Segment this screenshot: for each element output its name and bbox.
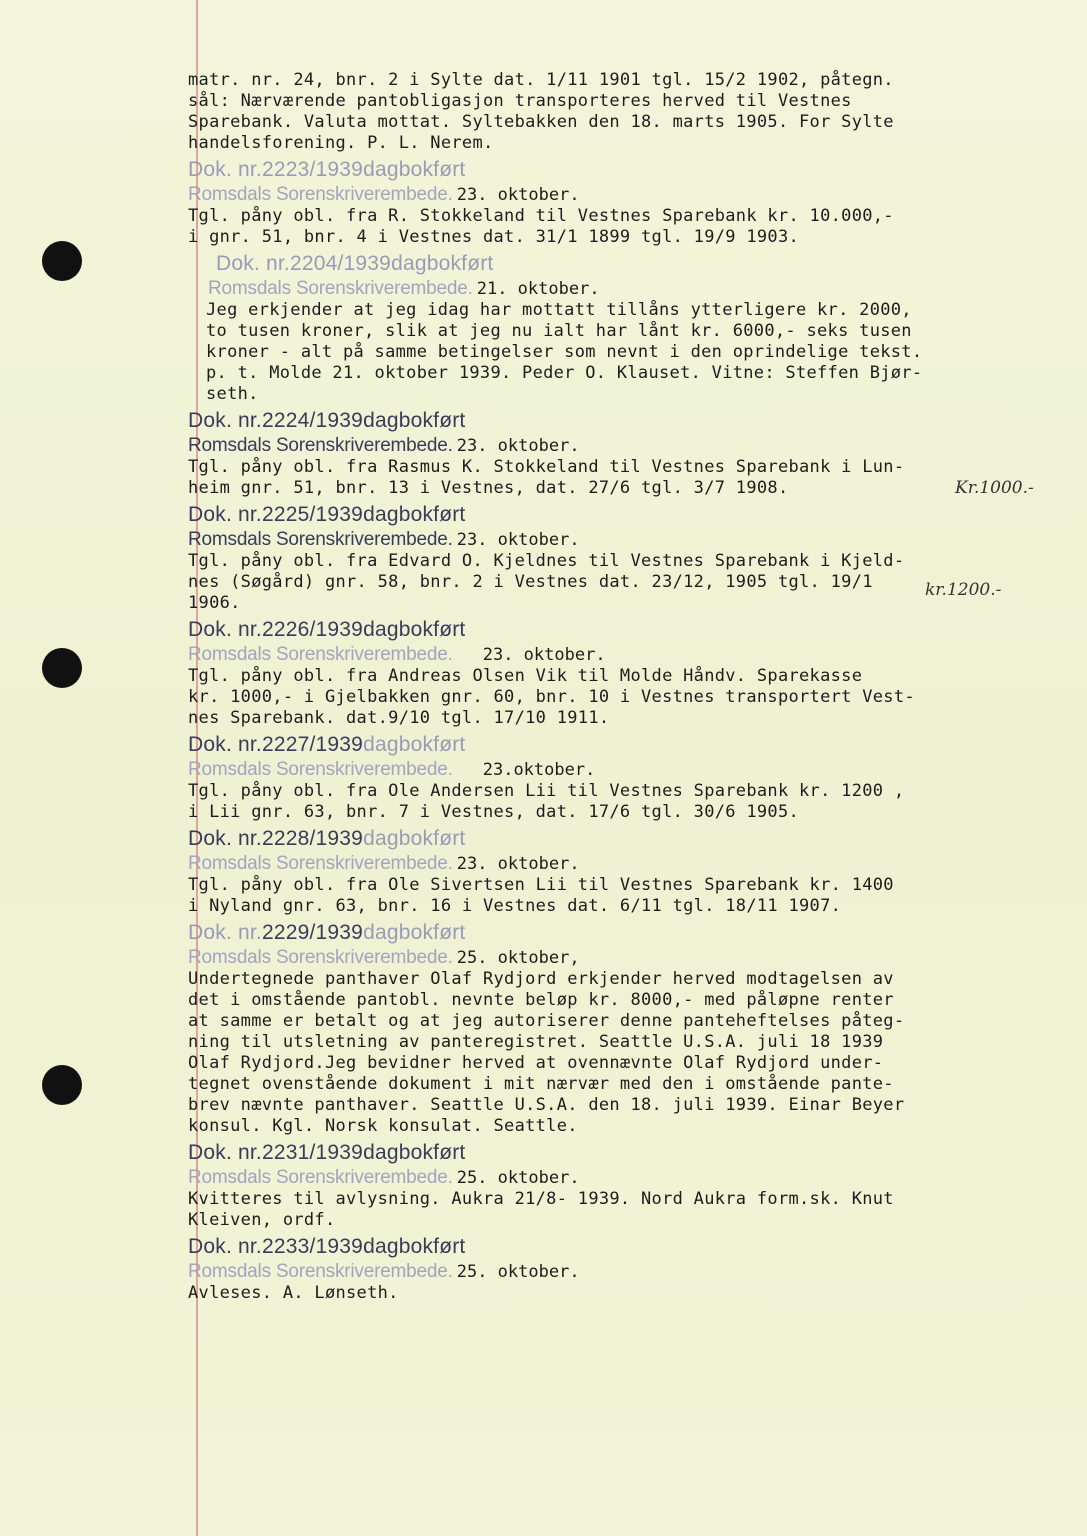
dok-stamp [188,1139,1068,1166]
dok-stamp [188,407,1068,434]
status-label: dagbokført [363,158,466,181]
entry-text: Jeg erkjender at jeg idag har mottatt tillåns ytterligere kr. 2000, to tusen kroner, slik at jeg nu ialt har lånt kr. 6000,- seks tusen kroner - alt på samme betingelser som nevnt i den oprindelige tekst. p. t. Molde 21. oktober 1939. Peder O. Klauset. Vitne: Steffen Bjør- seth. [206,300,923,404]
year-prefix: /19 [309,618,340,641]
status-label: dagbokført [363,409,466,432]
year-prefix: /19 [309,921,340,944]
entry-date: 25. oktober. [456,1262,580,1282]
status-label: dagbokført [363,503,466,526]
year-prefix: /19 [309,827,340,850]
dok-stamp [188,250,1068,277]
office-stamp: Romsdals Sorenskriverembede. [188,759,453,780]
entry-text: Undertegnede panthaver Olaf Rydjord erkjender herved modtagelsen av det i omstående pantobl. nevnte beløp kr. 8000,- med påløpne renter at samme er betalt og at jeg autoriserer denne panteheftelses påteg- ning til utsletning av panteregistret. Seattle U.S.A. juli 18 1939 Olaf Rydjord.Jeg bevidner herved at ovennævnte Olaf Rydjord under- tegnet ovenstående dokument i mit nærvær med den i omstående pante- brev nævnte panthaver. Seattle U.S.A. den 18. juli 1939. Einar Beyer konsul. Kgl. Norsk konsulat. Seattle. [188,969,905,1136]
dok-stamp [188,1233,1068,1260]
ledger-entry [188,1233,1068,1304]
ledger-entry [188,919,1068,1137]
ledger-entry [188,825,1068,917]
year-prefix: /19 [309,158,340,181]
stamp-prefix: Dok. nr. [188,409,262,432]
doc-number: 2224 [261,409,310,432]
stamp-prefix: Dok. nr. [188,618,262,641]
office-stamp: Romsdals Sorenskriverembede. [188,435,453,456]
year-suffix: 39 [339,921,364,944]
office-stamp: Romsdals Sorenskriverembede. [188,947,453,968]
doc-number: 2228 [261,827,310,850]
office-stamp: Romsdals Sorenskriverembede. [188,644,453,665]
year-prefix: /19 [309,409,340,432]
entry-text: Tgl. påny obl. fra Edvard O. Kjeldnes til Vestnes Sparebank i Kjeld- nes (Søgård) gnr. 58, bnr. 2 i Vestnes dat. 23/12, 1905 tgl. 19/1 1906. [188,551,905,613]
ledger-entry [188,407,1068,499]
ledger-entry [188,250,1068,405]
doc-number: 2231 [261,1141,310,1164]
stamp-prefix: Dok. nr. [188,158,262,181]
doc-number: 2226 [261,618,310,641]
year-prefix: /19 [309,1235,340,1258]
year-suffix: 39 [367,252,392,275]
entry-date: 23. oktober. [456,185,580,205]
office-stamp: Romsdals Sorenskriverembede. [188,529,453,550]
year-suffix: 39 [339,733,364,756]
stamp-prefix: Dok. nr. [188,1141,262,1164]
entry-text: Tgl. påny obl. fra Ole Sivertsen Lii til Vestnes Sparebank kr. 1400 i Nyland gnr. 63, bnr. 16 i Vestnes dat. 6/11 tgl. 18/11 1907. [188,875,894,916]
dok-stamp [188,919,1068,946]
ledger-entry [188,1139,1068,1231]
entry-date: 25. oktober. [456,1168,580,1188]
status-label: dagbokført [363,733,466,756]
year-prefix: /19 [309,503,340,526]
entry-text: Tgl. påny obl. fra R. Stokkeland til Vestnes Sparebank kr. 10.000,- i gnr. 51, bnr. 4 i Vestnes dat. 31/1 1899 tgl. 19/9 1903. [188,206,894,247]
ledger-entry [188,616,1068,729]
stamp-prefix: Dok. nr. [188,827,262,850]
office-stamp: Romsdals Sorenskriverembede. [188,1167,453,1188]
status-label: dagbokført [363,921,466,944]
doc-number: 2227 [261,733,310,756]
year-suffix: 39 [339,409,364,432]
entry-date: 25. oktober, [456,948,580,968]
doc-number: 2204 [289,252,338,275]
binder-hole [42,648,82,688]
office-stamp: Romsdals Sorenskriverembede. [188,1261,453,1282]
office-stamp: Romsdals Sorenskriverembede. [188,853,453,874]
year-prefix: /19 [309,1141,340,1164]
binder-hole [42,241,82,281]
ledger-body [188,70,1068,1304]
doc-number: 2233 [261,1235,310,1258]
margin-note: kr.1200.- [925,580,1002,600]
status-label: dagbokført [391,252,494,275]
status-label: dagbokført [363,618,466,641]
status-label: dagbokført [363,827,466,850]
dok-stamp [188,825,1068,852]
entry-date: 23. oktober. [456,436,580,456]
stamp-prefix: Dok. nr. [188,733,262,756]
year-suffix: 39 [339,618,364,641]
entry-date: 23. oktober. [456,530,580,550]
ledger-entry [188,731,1068,823]
ledger-entry [188,156,1068,248]
entry-text: Tgl. påny obl. fra Ole Andersen Lii til Vestnes Sparebank kr. 1200 , i Lii gnr. 63, bnr. 7 i Vestnes, dat. 17/6 tgl. 30/6 1905. [188,781,905,822]
doc-number: 2225 [261,503,310,526]
year-suffix: 39 [339,1141,364,1164]
entry-date: 23.oktober. [482,760,596,780]
intro-text: matr. nr. 24, bnr. 2 i Sylte dat. 1/11 1901 tgl. 15/2 1902, påtegn. sål: Nærværende pantobligasjon transporteres herved til Vestnes Sparebank. Valuta mottat. Syltebakken den 18. marts 1905. For Sylte handelsforening. P. L. Nerem. [188,70,894,153]
entry-text: Tgl. påny obl. fra Rasmus K. Stokkeland til Vestnes Sparebank i Lun- heim gnr. 51, bnr. 13 i Vestnes, dat. 27/6 tgl. 3/7 1908. [188,457,905,498]
status-label: dagbokført [363,1235,466,1258]
year-prefix: /19 [337,252,368,275]
dok-stamp [188,731,1068,758]
office-stamp: Romsdals Sorenskriverembede. [188,184,453,205]
stamp-prefix: Dok. nr. [188,503,262,526]
entry-date: 23. oktober. [456,854,580,874]
office-stamp: Romsdals Sorenskriverembede. [208,278,473,299]
entry-date: 23. oktober. [482,645,606,665]
binder-hole [42,1065,82,1105]
entry-text: Tgl. påny obl. fra Andreas Olsen Vik til Molde Håndv. Sparekasse kr. 1000,- i Gjelbakken gnr. 60, bnr. 10 i Vestnes transportert Vest- nes Sparebank. dat.9/10 tgl. 17/10 1911. [188,666,915,728]
stamp-prefix: Dok. nr. [188,1235,262,1258]
doc-number: 2223 [261,158,310,181]
doc-number: 2229 [261,921,310,944]
year-suffix: 39 [339,1235,364,1258]
year-suffix: 39 [339,827,364,850]
status-label: dagbokført [363,1141,466,1164]
year-suffix: 39 [339,158,364,181]
entry-date: 21. oktober. [476,279,600,299]
year-suffix: 39 [339,503,364,526]
dok-stamp [188,156,1068,183]
margin-note: Kr.1000.- [955,478,1034,498]
dok-stamp [188,616,1068,643]
year-prefix: /19 [309,733,340,756]
entry-text: Avleses. A. Lønseth. [188,1283,399,1303]
stamp-prefix: Dok. nr. [216,252,290,275]
entry-text: Kvitteres til avlysning. Aukra 21/8- 1939. Nord Aukra form.sk. Knut Kleiven, ordf. [188,1189,894,1230]
stamp-prefix: Dok. nr. [188,921,262,944]
dok-stamp [188,501,1068,528]
